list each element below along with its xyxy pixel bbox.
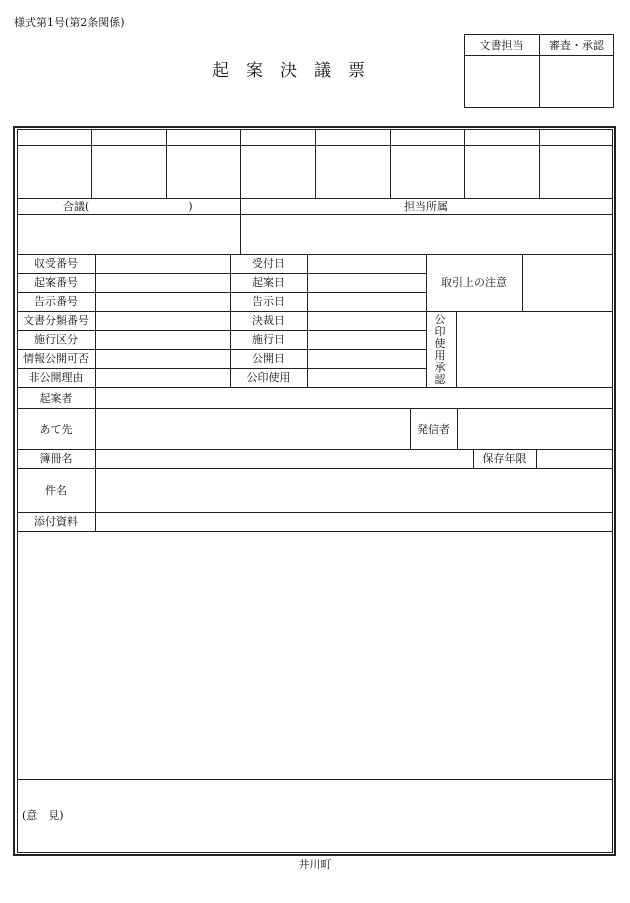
department-label: 担当所属 [404,200,448,213]
addressee-label: あて先 [39,423,73,436]
divider [91,129,92,198]
field-nondisclosure-reason: 非公開理由 [28,371,84,384]
field-received-date: 受付日 [252,257,285,270]
trade-note-label: 取引上の注意 [441,276,507,289]
field-classification-number: 文書分類番号 [23,314,89,327]
field-notice-number: 告示番号 [34,295,78,308]
divider [17,349,426,350]
retention-label: 保存年限 [482,452,527,465]
divider [17,330,426,331]
divider [166,129,167,198]
field-receipt-number: 収受番号 [34,257,78,270]
opinion-label: (意 見) [22,809,64,822]
divider [17,468,613,469]
sender-label: 発信者 [417,423,450,436]
divider [17,387,613,388]
divider [95,254,96,532]
divider [536,449,537,468]
divider [390,129,391,198]
field-decision-date: 決裁日 [252,314,285,327]
divider [17,198,613,199]
divider [240,129,241,254]
divider [426,254,427,387]
divider [17,273,426,274]
seal-approval-label: 公印使用承認 [434,313,446,386]
field-seal-use: 公印使用 [246,371,291,384]
divider [17,512,613,513]
divider [456,311,457,387]
divider [307,254,308,387]
drafter-label: 起案者 [39,392,73,405]
divider [539,129,540,198]
divider [17,449,613,450]
field-enforcement-type: 施行区分 [34,333,78,346]
field-disclosure: 情報公開可否 [23,352,89,365]
subject-label: 件名 [45,484,67,497]
form-frame-inner [17,129,613,853]
consult-label: 合議( ) [63,200,193,213]
divider [522,254,523,311]
divider [17,254,613,255]
field-publication-date: 公開日 [252,352,285,365]
form-number: 様式第1号(第2条関係) [14,16,125,29]
field-enforcement-date: 施行日 [252,333,285,346]
field-notice-date: 告示日 [252,295,285,308]
divider [315,129,316,198]
divider [17,311,613,312]
divider [464,129,465,198]
divider [17,779,613,780]
divider [17,408,613,409]
footer-town: 井川町 [298,858,332,871]
field-draft-date: 起案日 [252,276,285,289]
field-draft-number: 起案番号 [34,276,78,289]
divider [17,368,426,369]
divider [17,292,426,293]
divider [17,531,613,532]
attachments-label: 添付資料 [34,515,78,528]
page-title: 起案決議票 [212,61,382,81]
approval-col-review: 審査・承認 [549,39,604,52]
ledger-label: 簿冊名 [39,452,73,465]
divider [457,408,458,449]
approval-col-document-staff: 文書担当 [479,39,524,52]
divider [464,55,614,56]
divider [17,214,613,215]
